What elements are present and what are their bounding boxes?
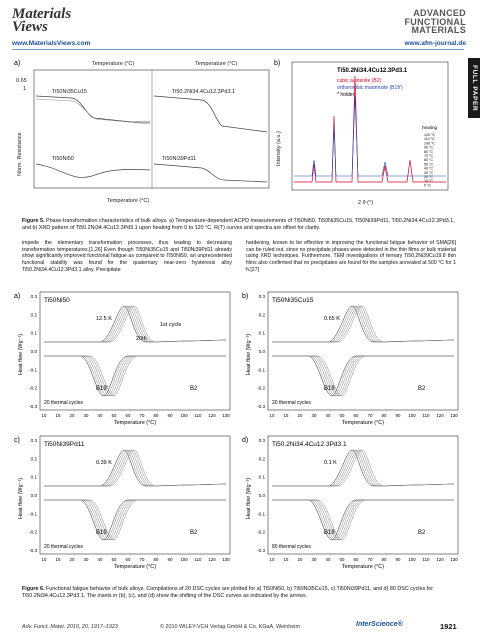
fig6-cooling-curve: [44, 356, 226, 396]
fig6-cooling-curve: [44, 500, 226, 540]
fig6-phase-2: B2: [190, 386, 198, 392]
fig6-x-tick: 110: [422, 413, 430, 418]
fig6-x-tick: 70: [139, 413, 145, 418]
fig6-x-tick: 120: [208, 413, 216, 418]
fig6-x-tick: 30: [83, 413, 89, 418]
logo-line-2: Views: [12, 19, 48, 35]
fig5a-curve-ni: [36, 164, 150, 177]
fig6-x-tick: 15: [283, 557, 289, 562]
fig6-y-tick: -0.2: [257, 385, 265, 391]
fig5b-temp-label: 60 °C: [424, 158, 434, 163]
fig6-x-tick: 40: [325, 557, 331, 562]
fig6-x-tick: 90: [167, 413, 173, 418]
fig6-y-tick: 0.1: [258, 474, 265, 480]
fig6-y-tick: 0.3: [258, 294, 265, 299]
fig6-x-tick: 30: [83, 557, 89, 562]
fig6-x-tick: 50: [111, 413, 117, 418]
fig6-y-tick: -0.1: [29, 367, 37, 373]
fig6-phase-2: B2: [418, 386, 426, 392]
footer-citation: Adv. Funct. Mater. 2010, 20, 1917–1923: [22, 624, 118, 630]
fig5b-temp-label: 30 °C: [424, 170, 434, 175]
fig6-cooling-curve: [272, 356, 454, 396]
fig6-x-tick: 10: [41, 413, 47, 418]
fig6-y-tick: 0.0: [258, 349, 265, 354]
side-tab-label: FULL PAPER: [471, 64, 478, 112]
fig6-x-tick: 30: [311, 413, 317, 418]
fig6-y-label: Heat flow (Wg⁻¹): [18, 333, 24, 375]
fig6-x-tick: 130: [450, 557, 458, 562]
fig6-y-tick: 0.2: [258, 312, 265, 318]
fig6-x-tick: 10: [269, 413, 275, 418]
fig6-heating-curve: [44, 450, 226, 486]
fig5b-heating-label: heating: [422, 125, 438, 130]
fig6-y-tick: -0.3: [29, 404, 37, 409]
fig6-cooling-curve: [44, 356, 226, 396]
fig5-alloy-nipd: Ti50Ni39Pd11: [162, 156, 197, 162]
fig6-x-tick: 110: [422, 557, 430, 562]
fig6-heating-curve: [272, 306, 454, 342]
fig6-phase-2: B2: [190, 530, 198, 536]
fig5b-temp-list: [424, 133, 435, 187]
fig6-y-tick: 0.2: [30, 456, 37, 462]
fig5b-legend-martensite: orthorombic martensite (B19'): [337, 85, 403, 91]
afm-logo-line-3: MATERIALS: [411, 25, 466, 35]
page-number: 1921: [440, 622, 457, 631]
fig5b-temp-label: 0 °C: [424, 183, 432, 188]
figure-5-caption: [22, 218, 460, 231]
fig6-x-tick: 80: [153, 413, 159, 418]
fig6-cooling-curve: [272, 500, 454, 540]
fig5-tick-1: 1: [23, 86, 27, 92]
fig5a-frame: [34, 70, 269, 188]
fig5-alloy-nicu: Ti50Ni35Cu15: [52, 89, 87, 95]
fig6-cooling-curve: [272, 356, 454, 396]
fig5b-temp-label: 120 °C: [424, 133, 436, 137]
fig6-x-tick: 80: [381, 557, 387, 562]
body-right-column: hardening, known to be effective in improving the functional fatigue behavior of SMA[26] can be ruled out, since no precipitate phases were detected in the thin films or bulk material using XRD techniques. Furthermore, TEM investigations of ternary Ti50.2Ni39Cu19.8 thin films also confirmed that no precipitates are found for the samples annealed at 500 °C for 1 h.[27]: [246, 240, 456, 273]
fig6-phase-1: B19: [96, 530, 107, 536]
fig5b-temp-label: 50 °C: [424, 162, 434, 167]
header-divider: [12, 49, 464, 50]
fig5-top-temp-label-1: Temperature (°C): [92, 61, 135, 67]
figure-6-caption: [22, 586, 460, 599]
fig6-x-tick: 20: [297, 557, 303, 562]
fig6-x-tick: 20: [297, 413, 303, 418]
fig6-caption-label: Figure 6.: [22, 586, 45, 592]
fig6-cooling-curve: [272, 500, 454, 540]
fig6-phase-1: B19: [324, 386, 335, 392]
fig6-x-label: Temperature (°C): [341, 420, 385, 426]
fig6-x-tick: 60: [353, 557, 359, 562]
fig6-y-tick: 0.3: [30, 438, 37, 443]
fig6-x-tick: 50: [111, 557, 117, 562]
fig5b-temp-label: 20 °C: [424, 175, 434, 179]
fig6-panel: [14, 292, 230, 426]
fig6-y-tick: -0.1: [257, 367, 265, 373]
fig5b-temp-label: 40 °C: [424, 166, 434, 171]
fig6-x-tick: 40: [97, 413, 103, 418]
fig6-y-label: Heat flow (Wg⁻¹): [18, 477, 24, 519]
figure-5: [12, 56, 466, 216]
fig6-y-tick: -0.3: [257, 548, 265, 553]
fig5b-legend-holder: * holder: [337, 92, 355, 98]
fig6-y-tick: -0.1: [29, 511, 37, 517]
fig6-panel: [242, 436, 458, 570]
fig6-x-tick: 40: [97, 557, 103, 562]
fig6-x-tick: 50: [339, 557, 345, 562]
fig6-cooling-curve: [44, 356, 226, 396]
fig6-cooling-curve: [44, 500, 226, 540]
fig6-x-tick: 130: [450, 413, 458, 418]
fig6-y-tick: -0.2: [29, 385, 37, 391]
fig6-cooling-curve: [272, 500, 454, 540]
fig5b-y-label: Intensity (a.u.): [276, 131, 282, 166]
fig5a-curve-nicupd: [154, 96, 267, 132]
fig5-y-label: Norm. Resistance: [17, 132, 23, 176]
fig6-x-tick: 100: [408, 557, 416, 562]
fig6-cooling-curve: [272, 356, 454, 396]
fig6-caption-text: Functional fatigue behavior of bulk alloys. Compilations of 20 DSC cycles are plotted for a) Ti50Ni50, b) Ti50Ni35Cu15, c) Ti50Ni39Pd11, and d) 80 DSC cycles for Ti50.2Ni34.4Cu12.3Pd3.1. The insets in (b), (c), and (d) show the shifting of the DSC curves as indicated by the arrows.: [22, 586, 433, 599]
afm-logo-line-1: ADVANCED: [413, 8, 466, 18]
fig6-x-tick: 70: [367, 413, 373, 418]
fig6-x-tick: 110: [194, 413, 202, 418]
fig6-y-tick: 0.3: [258, 438, 265, 443]
fig6-panel: [242, 292, 458, 426]
fig6-x-tick: 130: [222, 413, 230, 418]
fig6-cooling-curve: [272, 500, 454, 540]
fig5b-temp-label: 70 °C: [424, 154, 434, 158]
fig6-x-tick: 60: [125, 557, 131, 562]
fig5-caption-text: Phase-transformation characteristics of bulk alloys. a) Temperature-dependent ACPD measurements of Ti50Ni50, Ti50Ni35Cu15, Ti50Ni39Pd11, Ti50.2Ni34.4Cu12.3Pd3.1, and b) XRD pattern of Ti50.2Ni34.4Cu12.3Pd3.1 upon heating from 0 to 120 °C. R(T) curves and spectra are offset for clarity.: [22, 218, 455, 231]
fig5b-temp-label: 90 °C: [424, 145, 434, 150]
fig6-x-label: Temperature (°C): [113, 420, 157, 426]
fig6-note-20th: 20th: [136, 336, 147, 342]
fig6-panel-tag: d): [242, 437, 249, 444]
fig6-panel-tag: b): [242, 293, 249, 300]
fig6-x-tick: 20: [69, 413, 75, 418]
fig5-alloy-ni: Ti50Ni50: [52, 156, 74, 162]
fig5b-legend-austenite: cubic austenite (B2): [337, 78, 382, 84]
fig6-phase-2: B2: [418, 530, 426, 536]
publisher-logo: InterScience®: [356, 621, 403, 628]
fig6-x-label: Temperature (°C): [113, 564, 157, 570]
fig5-panel-b-tag: b): [274, 60, 281, 67]
fig6-alloy-label: Ti50.2Ni34.4Cu12.3Pd3.1: [272, 441, 347, 448]
fig6-y-tick: 0.0: [30, 349, 37, 354]
footer-copyright: © 2010 WILEY-VCH Verlag GmbH & Co. KGaA, Weinheim: [160, 624, 300, 630]
fig6-x-tick: 15: [283, 413, 289, 418]
fig6-x-tick: 90: [167, 557, 173, 562]
fig6-note: 0.39 K: [96, 460, 112, 466]
fig5b-temp-label: 10 °C: [424, 179, 434, 184]
materials-views-logo: [12, 8, 71, 34]
fig6-heating-curve: [272, 450, 454, 486]
fig6-y-tick: 0.2: [258, 456, 265, 462]
fig6-cooling-curve: [44, 500, 226, 540]
fig6-x-tick: 50: [339, 413, 345, 418]
fig6-note: 12.5 K: [96, 316, 112, 322]
fig6-panel: [14, 436, 230, 570]
fig6-x-tick: 110: [194, 557, 202, 562]
fig6-y-tick: 0.0: [258, 493, 265, 498]
fig6-x-tick: 30: [311, 557, 317, 562]
fig6-cooling-curve: [272, 356, 454, 396]
fig6-x-tick: 20: [69, 557, 75, 562]
fig6-x-tick: 100: [408, 413, 416, 418]
fig6-cooling-curve: [272, 500, 454, 540]
afm-logo: [405, 9, 467, 35]
fig6-x-tick: 100: [180, 557, 188, 562]
fig6-x-tick: 15: [55, 413, 61, 418]
fig5-tick-065: 0.65: [16, 78, 27, 84]
fig6-cooling-curve: [272, 356, 454, 396]
fig6-x-tick: 120: [436, 557, 444, 562]
fig5-alloy-nicupd: Ti50.2Ni34.4Cu12.3Pd3.1: [172, 89, 236, 95]
fig6-cycles-label: 80 thermal cycles: [272, 544, 311, 550]
fig5-panel-a-tag: a): [14, 60, 21, 67]
fig6-x-tick: 70: [367, 557, 373, 562]
fig6-y-tick: -0.2: [257, 529, 265, 535]
fig6-x-tick: 100: [180, 413, 188, 418]
site-right-link[interactable]: www.afm-journal.de: [404, 40, 466, 47]
fig6-cooling-curve: [44, 356, 226, 396]
fig6-y-tick: -0.2: [29, 529, 37, 535]
fig6-y-tick: 0.1: [258, 330, 265, 336]
fig6-phase-1: B19: [324, 530, 335, 536]
fig6-y-tick: 0.0: [30, 493, 37, 498]
body-left-column: impede the elementary transformation processes, thus leading to decreasing transformation temperatures.[1,26] Even though Ti50Ni35Cu15 and Ti50Ni39Pd11 already show significantly improved functional fatigue as compared to Ti50Ni50, an unprecedented functional stability was found for the quaternary near-zero hysteresis alloy Ti50.2Ni34.4Cu12.3Pd3.1 alloy. Precipitate: [22, 240, 232, 273]
fig6-alloy-label: Ti50Ni35Cu15: [272, 297, 314, 304]
fig6-cooling-curve: [272, 500, 454, 540]
fig6-x-tick: 120: [208, 557, 216, 562]
figure-6: [12, 284, 466, 584]
fig6-phase-1: B19': [96, 386, 108, 392]
fig6-cooling-curve: [44, 500, 226, 540]
fig6-cycles-label: 20 thermal cycles: [44, 400, 83, 406]
fig5-caption-label: Figure 5.: [22, 218, 45, 224]
fig6-y-tick: 0.1: [30, 474, 37, 480]
fig6-heating-curve: [44, 306, 226, 342]
fig6-x-tick: 60: [353, 413, 359, 418]
fig5-x-label: Temperature (°C): [107, 198, 150, 204]
fig6-y-tick: -0.3: [29, 548, 37, 553]
fig6-y-tick: -0.1: [257, 511, 265, 517]
fig6-x-tick: 70: [139, 557, 145, 562]
fig6-x-tick: 80: [381, 413, 387, 418]
fig6-cooling-curve: [44, 500, 226, 540]
section-side-tab: [468, 58, 480, 118]
fig6-cooling-curve: [44, 356, 226, 396]
fig6-x-tick: 15: [55, 557, 61, 562]
fig6-y-label: Heat flow (Wg⁻¹): [246, 333, 252, 375]
fig5a-curve-nipd: [154, 164, 267, 182]
fig5a-curve-nicu-2: [36, 99, 150, 124]
fig6-x-tick: 80: [153, 557, 159, 562]
fig6-alloy-label: Ti50Ni39Pd11: [44, 441, 85, 448]
fig6-x-tick: 90: [395, 413, 401, 418]
fig6-y-label: Heat flow (Wg⁻¹): [246, 477, 252, 519]
fig6-cycles-label: 20 thermal cycles: [272, 400, 311, 406]
fig5-top-temp-label-2: Temperature (°C): [195, 61, 238, 67]
fig6-x-tick: 60: [125, 413, 131, 418]
fig5b-temp-label: 100 °C: [424, 141, 436, 146]
logo-line-1: Materials: [12, 6, 72, 22]
fig6-y-tick: -0.3: [257, 404, 265, 409]
fig6-panel-tag: a): [14, 293, 21, 300]
fig6-x-label: Temperature (°C): [341, 564, 385, 570]
fig6-x-tick: 130: [222, 557, 230, 562]
fig6-cycles-label: 20 thermal cycles: [44, 544, 83, 550]
site-left-link[interactable]: www.MaterialsViews.com: [12, 40, 91, 47]
fig6-cooling-curve: [44, 500, 226, 540]
afm-logo-line-2: FUNCTIONAL: [404, 16, 466, 27]
fig6-panel-tag: c): [14, 437, 20, 444]
fig6-cooling-curve: [44, 356, 226, 396]
fig6-note-cycle: 1st cycle: [160, 322, 182, 328]
fig6-x-tick: 40: [325, 413, 331, 418]
fig5b-temp-label: 80 °C: [424, 149, 434, 154]
fig5b-x-label: 2 θ (°): [358, 200, 374, 206]
fig6-note: 0.1 K: [324, 460, 337, 466]
fig6-y-tick: 0.2: [30, 312, 37, 318]
fig6-alloy-label: Ti50Ni50: [44, 297, 70, 304]
fig6-cooling-curve: [272, 356, 454, 396]
fig6-note: 0.65 K: [324, 316, 340, 322]
fig6-x-tick: 10: [41, 557, 47, 562]
fig5b-title: Ti50.2Ni34.4Cu12.3Pd3.1: [337, 68, 408, 74]
fig6-y-tick: 0.1: [30, 330, 37, 336]
fig6-x-tick: 120: [436, 413, 444, 418]
fig6-y-tick: 0.3: [30, 294, 37, 299]
fig5b-temp-label: 110 °C: [424, 137, 435, 142]
fig6-x-tick: 90: [395, 557, 401, 562]
fig6-x-tick: 10: [269, 557, 275, 562]
